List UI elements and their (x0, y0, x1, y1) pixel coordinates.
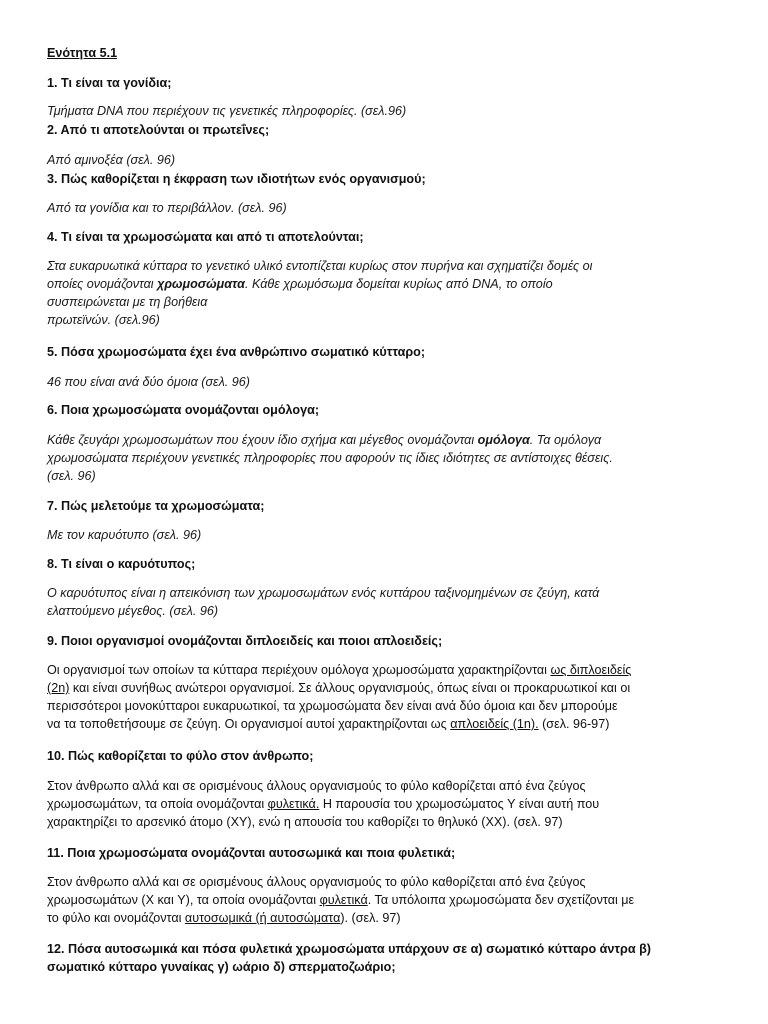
answer-11-line-2 (47, 891, 723, 909)
answer-10-line-3: χαρακτηρίζει το αρσενικό άτομο (XY), ενώ η απουσία του καθορίζει το θηλυκό (XX). (σελ. 97) (47, 815, 563, 829)
answer-3: Από τα γονίδια και το περιβάλλον. (σελ. 96) (47, 201, 287, 215)
term-sex-chromosomes-2: φυλετικά (319, 893, 368, 907)
term-homologous: ομόλογα (477, 433, 530, 447)
answer-7: Με τον καρυότυπο (σελ. 96) (47, 528, 202, 542)
question-2: 2. Από τι αποτελούνται οι πρωτεΐνες; (47, 123, 270, 137)
section-title: Ενότητα 5.1 (47, 46, 118, 60)
answer-4-line-4: πρωτεϊνών. (σελ.96) (47, 313, 160, 327)
answer-11-line-3 (47, 909, 723, 927)
answer-5: 46 που είναι ανά δύο όμοια (σελ. 96) (47, 375, 250, 389)
answer-6-line-3: (σελ. 96) (47, 469, 96, 483)
answer-6-line-2: χρωμοσώματα περιέχουν γενετικές πληροφορίες που αφορούν τις ίδιες ιδιότητες σε αντίστοιχες θέσεις. (47, 451, 613, 465)
answer-4-line-2 (47, 275, 723, 293)
answer-10-text: χρωμοσωμάτων, τα οποία ονομάζονται (47, 797, 268, 811)
question-7: 7. Πώς μελετούμε τα χρωμοσώματα; (47, 499, 265, 513)
answer-9-page-ref: (σελ. 96-97) (538, 717, 610, 731)
answer-9-text: Οι οργανισμοί των οποίων τα κύτταρα περιέχουν ομόλογα χρωμοσώματα χαρακτηρίζονται (47, 663, 551, 677)
term-diploid: ως διπλοειδείς (550, 663, 632, 677)
answer-11-text-end: το φύλο και ονομάζονται (47, 911, 185, 925)
question-1: 1. Τι είναι τα γονίδια; (47, 76, 172, 90)
question-10: 10. Πώς καθορίζεται το φύλο στον άνθρωπο; (47, 749, 314, 763)
answer-9-line-1 (47, 661, 723, 679)
question-5: 5. Πόσα χρωμοσώματα έχει ένα ανθρώπινο σωματικό κύτταρο; (47, 345, 426, 359)
answer-6 (47, 431, 723, 485)
answer-10-line-1: Στον άνθρωπο αλλά και σε ορισμένους άλλους οργανισμούς το φύλο καθορίζεται από ένα ζεύγος (47, 779, 586, 793)
answer-9-line-3: περισσότεροι μονοκύτταροι ευκαρυωτικοί, τα χρωμοσώματα δεν είναι ανά δύο όμοια και δεν μπορούμε (47, 699, 618, 713)
answer-1: Τμήματα DNA που περιέχουν τις γενετικές πληροφορίες. (σελ.96) (47, 104, 407, 118)
term-autosomes: αυτοσωμικά (ή αυτοσώματα (184, 911, 341, 925)
answer-9 (47, 661, 723, 733)
question-6: 6. Ποια χρωμοσώματα ονομάζονται ομόλογα; (47, 403, 320, 417)
question-8: 8. Τι είναι ο καρυότυπος; (47, 557, 196, 571)
answer-6-text: Κάθε ζευγάρι χρωμοσωμάτων που έχουν ίδιο σχήμα και μέγεθος ονομάζονται (47, 433, 478, 447)
term-haploid: απλοειδείς (1n). (450, 717, 539, 731)
answer-11-page-ref: ). (σελ. 97) (340, 911, 401, 925)
answer-9-text-cont: και είναι συνήθως ανώτεροι οργανισμοί. Σε άλλους οργανισμούς, όπως είναι οι προκαρυωτικοί και οι (69, 681, 631, 695)
term-2n: (2n) (47, 681, 70, 695)
answer-6-text-cont: . Τα ομόλογα (529, 433, 602, 447)
answer-4-text: οποίες ονομάζονται (47, 277, 158, 291)
answer-11-text: χρωμοσωμάτων (X και Y), τα οποία ονομάζονται (47, 893, 320, 907)
question-11: 11. Ποια χρωμοσώματα ονομάζονται αυτοσωμικά και ποια φυλετικά; (47, 846, 456, 860)
answer-4-line-1: Στα ευκαρυωτικά κύτταρα το γενετικό υλικό εντοπίζεται κυρίως στον πυρήνα και σχηματίζει δομές οι (47, 259, 593, 273)
answer-10-line-2 (47, 795, 723, 813)
answer-9-text-end: να τα τοποθετήσουμε σε ζεύγη. Οι οργανισμοί αυτοί χαρακτηρίζονται ως (47, 717, 451, 731)
question-12-line-1: 12. Πόσα αυτοσωμικά και πόσα φυλετικά χρωμοσώματα υπάρχουν σε α) σωματικό κύτταρο άντρα β) (47, 942, 651, 956)
answer-8 (47, 584, 723, 620)
answer-4-line-3: συσπειρώνεται με τη βοήθεια (47, 295, 208, 309)
question-12 (47, 940, 723, 976)
term-sex-chromosomes: φυλετικά. (267, 797, 320, 811)
term-chromosomes: χρωμοσώματα (157, 277, 245, 291)
answer-2: Από αμινοξέα (σελ. 96) (47, 153, 176, 167)
answer-10 (47, 777, 723, 831)
answer-10-text-cont: Η παρουσία του χρωμοσώματος Y είναι αυτή που (319, 797, 600, 811)
answer-8-line-2: ελαττούμενο μέγεθος. (σελ. 96) (47, 604, 219, 618)
answer-11 (47, 873, 723, 927)
answer-11-text-cont: . Τα υπόλοιπα χρωμοσώματα δεν σχετίζονται με (367, 893, 635, 907)
answer-11-line-1: Στον άνθρωπο αλλά και σε ορισμένους άλλους οργανισμούς το φύλο καθορίζεται από ένα ζεύγος (47, 875, 586, 889)
answer-4-text-cont: . Κάθε χρωμόσωμα δομείται κυρίως από DNA, το οποίο (245, 277, 553, 291)
question-3: 3. Πώς καθορίζεται η έκφραση των ιδιοτήτων ενός οργανισμού; (47, 172, 426, 186)
answer-4 (47, 257, 723, 329)
question-12-line-2: σωματικό κύτταρο γυναίκας γ) ωάριο δ) σπερματοζωάριο; (47, 960, 396, 974)
question-4: 4. Τι είναι τα χρωμοσώματα και από τι αποτελούνται; (47, 230, 364, 244)
answer-9-line-4 (47, 715, 723, 733)
answer-6-line-1 (47, 431, 723, 449)
answer-8-line-1: Ο καρυότυπος είναι η απεικόνιση των χρωμοσωμάτων ενός κυττάρου ταξινομημένων σε ζεύγη, κατά (47, 586, 600, 600)
answer-9-line-2 (47, 679, 723, 697)
question-9: 9. Ποιοι οργανισμοί ονομάζονται διπλοειδείς και ποιοι απλοειδείς; (47, 634, 443, 648)
